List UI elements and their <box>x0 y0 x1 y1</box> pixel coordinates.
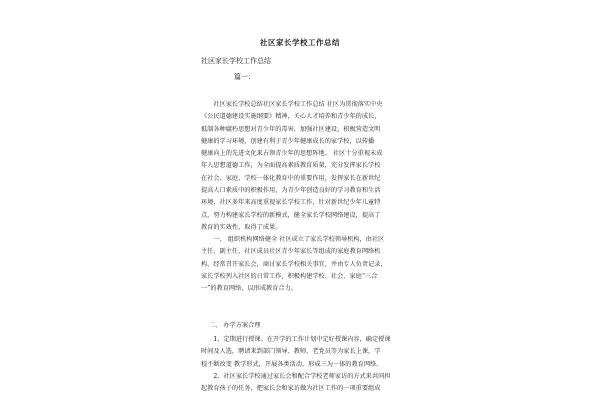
text-line: 教育的实效性，取得了成果。 <box>201 223 282 231</box>
paragraph-teaching <box>201 334 401 371</box>
text-line: 年人思想道德工作，为全面提高素质教育质量，充分发挥家长学校 <box>201 162 381 170</box>
text-line: 家长学校列入社区的日常工作，积极构建学校、社会、家庭“三合 <box>201 272 378 280</box>
text-line: 2、社区家长学校通过家长会和配合学校老师家访的方式来共同担 <box>201 373 391 380</box>
text-line: 抵制各种腐朽思想对青少年的毒害，加强社区建设，积极营造文明 <box>201 125 381 133</box>
paragraph-parent-meetings <box>201 371 401 396</box>
text-line: 健康的学习环境，创建有利于青少年健康成长的家学校，以传播 <box>201 137 375 145</box>
text-line: 构，经常召开家长会，商讨家长学校相关事宜，并由专人负责记录， <box>201 260 387 268</box>
text-line: 起教育孩子的任务，把家长会和家访做为社区工作的一项重要组成 <box>201 385 381 393</box>
text-line: 一”的教育网络，以形成教育合力。 <box>201 285 297 293</box>
section-heading: 二、 办学方案合理 <box>209 322 261 329</box>
text-line: 提高人口素质中的积极作用，为青少年创造良好的学习教育和生活 <box>201 187 381 195</box>
text-line: 在社会、家庭、学校一体化教育中的重要作用，发挥家长在新世纪 <box>201 174 381 182</box>
document-subtitle: 社区家长学校工作总结 <box>201 57 271 65</box>
document-title: 社区家长学校工作总结 <box>260 38 340 47</box>
part-label: 篇一： <box>234 73 255 81</box>
text-line: 校不断改变 教学形式，开展各类活动，形成三为一体的教育网络。 <box>201 360 383 368</box>
text-line: 点，努力构建家长学校的新模式，健全家长学校网络建设，提高了 <box>201 211 381 219</box>
paragraph-organization <box>201 234 401 295</box>
text-line: 一、 组织机构网络健全 社区成立了家长学校领导机构，由社区 <box>201 236 385 243</box>
text-line: 《公民道德建设实施纲要》精神，关心人才培养和青少年的成长， <box>201 113 381 121</box>
text-line: 时间及人选，聘请来到部门领导、教师、老党员等为家长上课，学 <box>201 348 381 356</box>
text-line: 社区家长学校总结社区家长学校工作总结 社区为贯彻落实中央 <box>201 101 383 108</box>
text-line: 环境，社区多年来高度重视家长学校工作，针对新世纪少年儿童特 <box>201 199 381 207</box>
text-line: 1、定期进行授课。在开学的工作计划中定好授课内容，确定授课 <box>201 336 391 343</box>
paragraph-intro <box>201 99 401 234</box>
text-line: 健康向上的先进文化来占领青少年的思想阵地。 社区十分重视未成 <box>201 150 383 158</box>
text-line: 主任、副主任、社区成员社区青少年家长等组成的家庭教育网络机 <box>201 248 381 256</box>
